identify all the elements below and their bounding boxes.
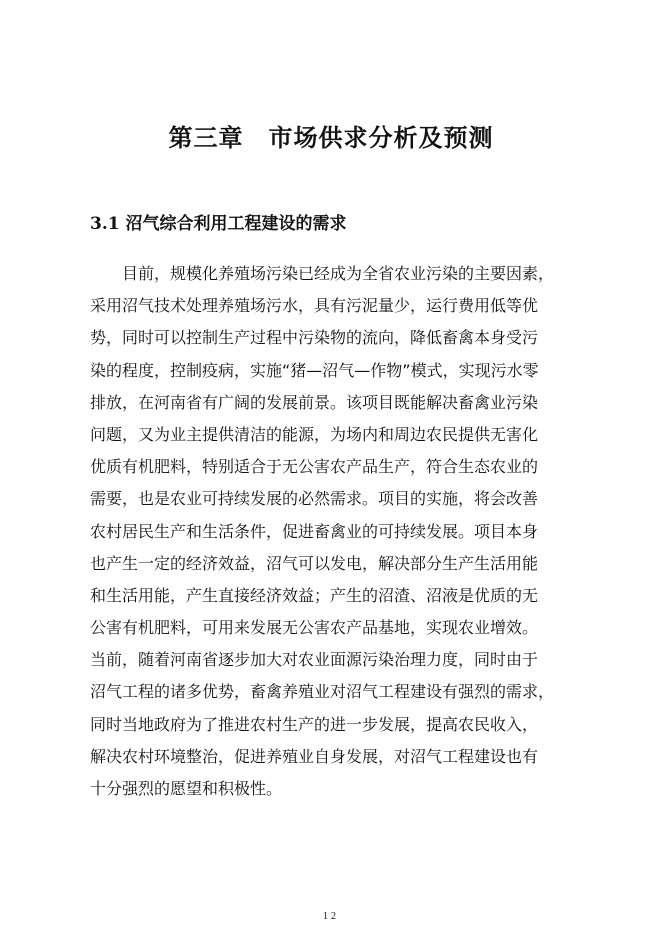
paragraph-line: 优质有机肥料，特别适合于无公害农产品生产，符合生态农业的 [90,457,539,477]
paragraph-line: 解决农村环境整治，促进养殖业自身发展，对沼气工程建设也有 [90,746,539,766]
paragraph-line: 和生活用能，产生直接经济效益；产生的沼渣、沼液是优质的无 [90,585,539,605]
paragraph-line: 同时当地政府为了推进农村生产的进一步发展，提高农民收入， [90,714,539,734]
paragraph-line: 农村居民生产和生活条件，促进畜禽业的可持续发展。项目本身 [90,521,539,541]
paragraph-line: 势，同时可以控制生产过程中污染物的流向，降低畜禽本身受污 [90,328,539,348]
page-number: 12 [323,911,339,922]
paragraph-line: 当前，随着河南省逐步加大对农业面源污染治理力度，同时由于 [90,650,539,670]
paragraph-line: 目前，规模化养殖场污染已经成为全省农业污染的主要因素， [122,264,555,283]
paragraph-line: 排放，在河南省有广阔的发展前景。该项目既能解决畜禽业污染 [90,392,539,412]
paragraph-line: 需要，也是农业可持续发展的必然需求。项目的实施，将会改善 [90,489,539,509]
paragraph-line: 十分强烈的愿望和积极性。 [90,779,283,798]
paragraph-line: 公害有机肥料，可用来发展无公害农产品基地，实现农业增效。 [90,618,539,638]
paragraph-line: 也产生一定的经济效益，沼气可以发电，解决部分生产生活用能 [90,553,539,573]
paragraph-line: 问题，又为业主提供清洁的能源，为场内和周边农民提供无害化 [90,424,539,444]
section-title: 3.1 沼气综合利用工程建设的需求 [90,214,347,234]
paragraph-line: 染的程度，控制疫病，实施“猪—沼气—作物”模式，实现污水零 [90,360,539,380]
paragraph-line: 采用沼气技术处理养殖场污水，具有污泥量少，运行费用低等优 [90,296,539,316]
paragraph-line: 沼气工程的诸多优势，畜禽养殖业对沼气工程建设有强烈的需求， [90,682,555,702]
body-paragraph [90,262,580,809]
chapter-title: 第三章 市场供求分析及预测 [168,123,494,152]
